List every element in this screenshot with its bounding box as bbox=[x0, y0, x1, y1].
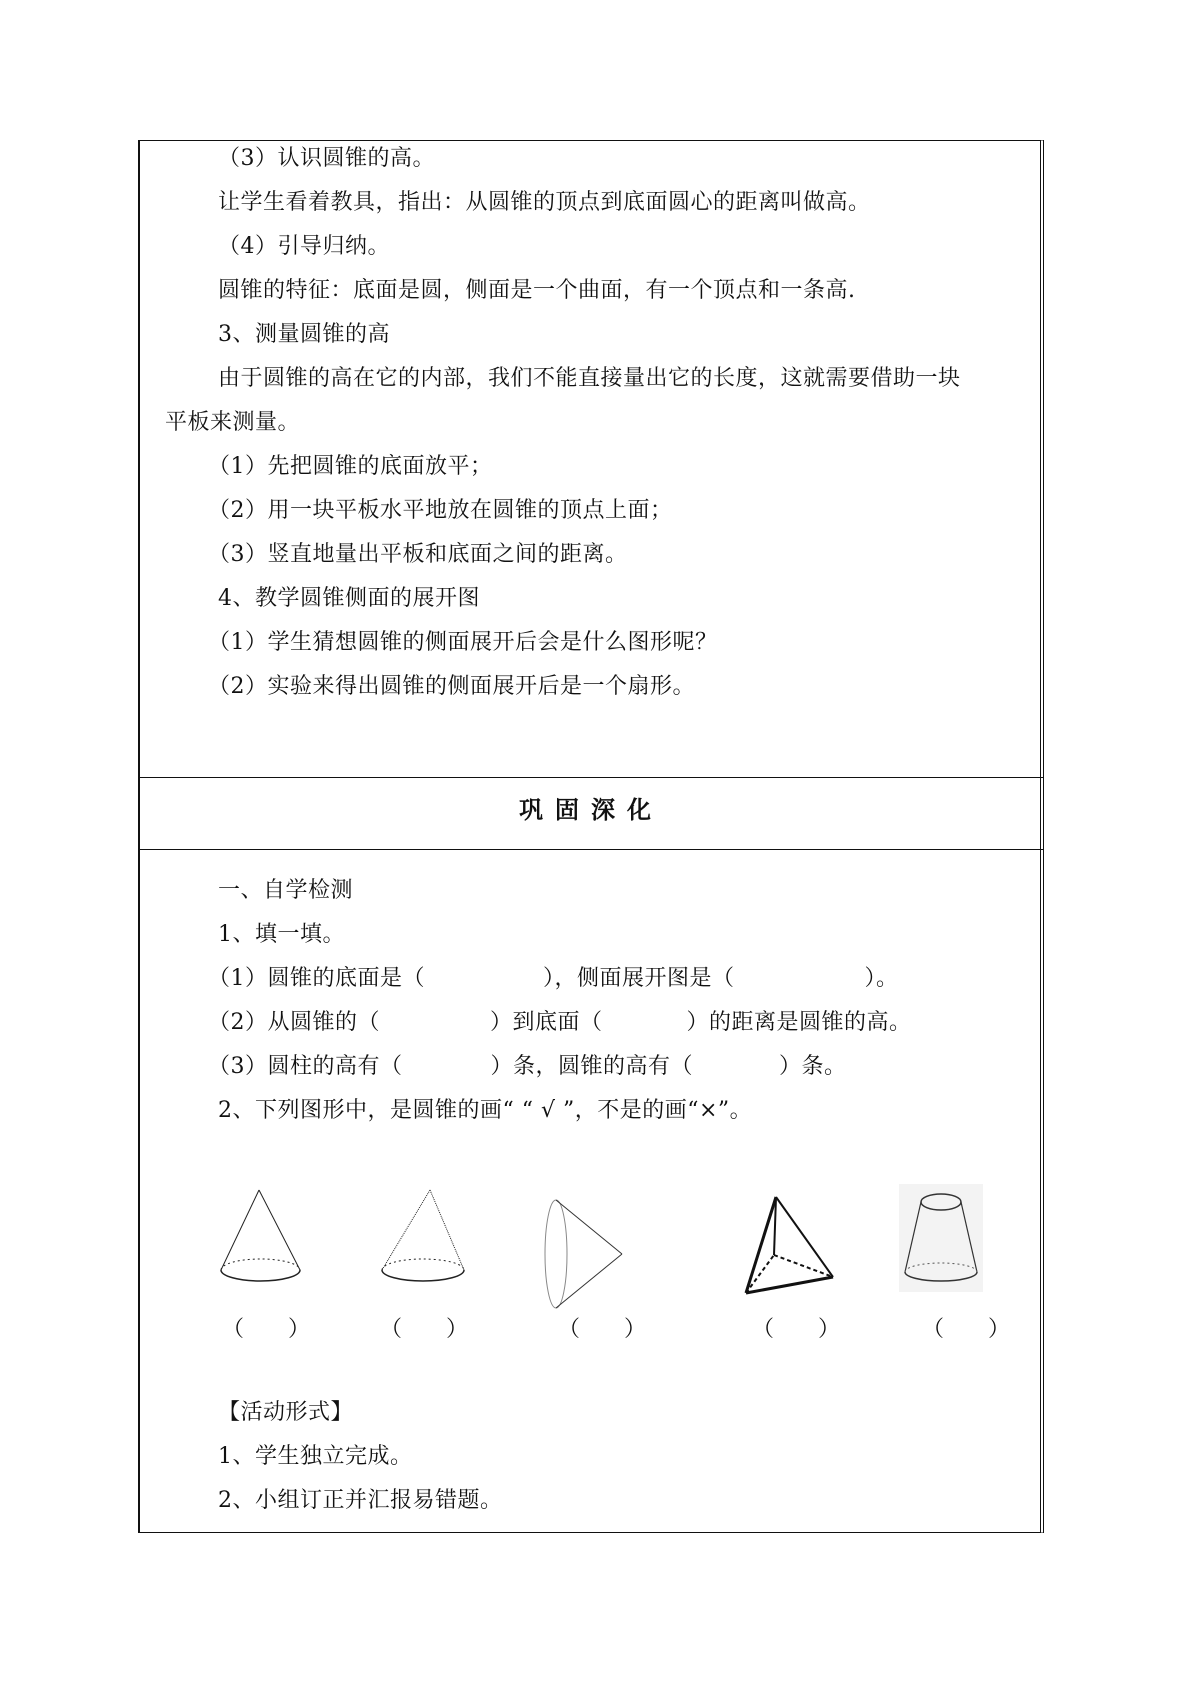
text-line: 3、测量圆锥的高 bbox=[218, 322, 390, 347]
fill-question-3 bbox=[208, 1052, 847, 1082]
q1-part-b: ），侧面展开图是（ bbox=[543, 966, 735, 991]
text-line: 2、小组订正并汇报易错题。 bbox=[218, 1488, 503, 1513]
q3-part-a: （3）圆柱的高有（ bbox=[208, 1054, 403, 1079]
text-line: （3）认识圆锥的高。 bbox=[218, 146, 435, 171]
divider-top bbox=[138, 777, 1044, 778]
text-line: （3）竖直地量出平板和底面之间的距离。 bbox=[208, 542, 628, 567]
text-line: 平板来测量。 bbox=[165, 410, 301, 435]
text-line: （1）先把圆锥的底面放平； bbox=[208, 454, 493, 479]
answer-paren-2: （ ） bbox=[380, 1317, 469, 1342]
text-line: 1、学生独立完成。 bbox=[218, 1444, 413, 1469]
text-line: （4）引导归纳。 bbox=[218, 234, 390, 259]
answer-paren-1: （ ） bbox=[222, 1317, 311, 1342]
sideways-cone-figure bbox=[542, 1196, 628, 1316]
frustum-figure bbox=[899, 1184, 983, 1292]
fill-question-2 bbox=[208, 1008, 912, 1038]
text-line: 让学生看着教具，指出：从圆锥的顶点到底面圆心的距离叫做高。 bbox=[218, 190, 871, 215]
pyramid-figure bbox=[738, 1193, 846, 1301]
text-line: （2）实验来得出圆锥的侧面展开后是一个扇形。 bbox=[208, 674, 695, 699]
text-line: （2）用一块平板水平地放在圆锥的顶点上面； bbox=[208, 498, 673, 523]
text-line: 1、填一填。 bbox=[218, 922, 345, 947]
q2-part-c: ）的距离是圆锥的高。 bbox=[686, 1010, 912, 1035]
text-line: 一、自学检测 bbox=[218, 878, 354, 903]
q2-part-b: ）到底面（ bbox=[490, 1010, 603, 1035]
answer-paren-3: （ ） bbox=[558, 1317, 647, 1342]
text-line: 由于圆锥的高在它的内部，我们不能直接量出它的长度，这就需要借助一块 bbox=[218, 366, 961, 391]
q2-part-a: （2）从圆锥的（ bbox=[208, 1010, 380, 1035]
q1-part-a: （1）圆锥的底面是（ bbox=[208, 966, 425, 991]
text-line: 4、教学圆锥侧面的展开图 bbox=[218, 586, 480, 611]
answer-paren-5: （ ） bbox=[922, 1317, 1011, 1342]
text-line: 圆锥的特征：底面是圆，侧面是一个曲面，有一个顶点和一条高. bbox=[218, 278, 856, 303]
divider-bottom bbox=[138, 849, 1044, 850]
fill-question-1 bbox=[208, 964, 899, 994]
cone-figure-2 bbox=[378, 1186, 474, 1294]
q3-part-b: ）条，圆锥的高有（ bbox=[490, 1054, 694, 1079]
section-heading: 巩固深化 bbox=[519, 795, 663, 824]
answer-paren-4: （ ） bbox=[752, 1317, 841, 1342]
q1-part-c: ）。 bbox=[864, 966, 899, 991]
cone-figure-1 bbox=[214, 1186, 310, 1294]
text-line: 【活动形式】 bbox=[218, 1400, 354, 1425]
text-line: 2、下列图形中，是圆锥的画“ “ √ ”，不是的画“×”。 bbox=[218, 1098, 753, 1123]
q3-part-c: ）条。 bbox=[779, 1054, 847, 1079]
text-line: （1）学生猜想圆锥的侧面展开后会是什么图形呢？ bbox=[208, 630, 718, 655]
